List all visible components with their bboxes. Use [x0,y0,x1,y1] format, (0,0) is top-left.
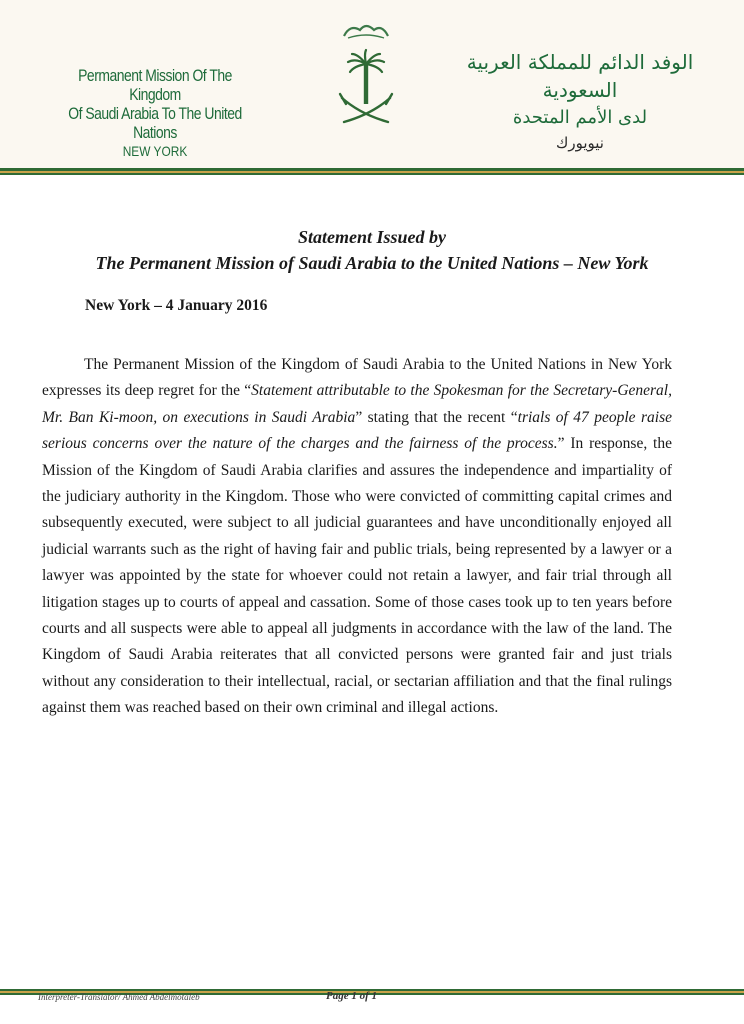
statement-title [0,224,744,276]
translator-credit: Interpreter-Translator/ Ahmed Abdelmotaleb [38,992,200,1002]
statement-body [42,352,672,722]
mission-name-line-1: Permanent Mission Of The Kingdom [78,66,232,104]
mission-name-line-2: Of Saudi Arabia To The United Nations [68,104,242,142]
body-quote-spokesman: Statement attributable to the Spokesman for the Secretary-General, Mr. Ban Ki-moon, on executions in Saudi Arabia [42,382,672,426]
statement-title-line-2: The Permanent Mission of Saudi Arabia to the United Nations – New York [95,253,649,273]
dateline: New York – 4 January 2016 [85,297,268,314]
body-text-segment: The Permanent Mission of the Kingdom of Saudi Arabia to the United Nations in New York expresses its deep regret for the “ [42,356,672,400]
palm-and-swords-emblem-icon [330,14,402,129]
mission-name-arabic [440,48,720,154]
mission-city-arabic: نيويورك [556,134,604,152]
body-text-segment: ” stating that the recent “ [355,408,518,426]
mission-city: NEW YORK [122,143,188,159]
body-quote-trials: trials of 47 people raise serious concerns over the nature of the charges and the fairness of the process. [42,408,672,453]
mission-name-arabic-line-2: لدى الأمم المتحدة [512,107,648,128]
mission-name-english [30,66,280,161]
page-number: Page 1 of 1 [326,990,378,1002]
header-divider-lower [0,173,744,175]
statement-title-line-1: Statement Issued by [297,227,446,247]
mission-name-arabic-line-1: الوفد الدائم للمملكة العربية السعودية [466,50,694,102]
body-text-segment: ” In response, the Mission of the Kingdom of Saudi Arabia clarifies and assures the independence and impartiality of the judiciary authority in the Kingdom. Those who were convicted of committing capital crimes and subsequently executed, were subject to all judicial guarantees and have unconditionally enjoyed all judicial warrants such as the right of having fair and public trials, being represented by a lawyer or a lawyer was appointed by the state for whoever could not retain a lawyer, and fair trial through all litigation stages up to courts of appeal and cassation. Some of those cases took up to ten years before courts and all suspects were able to appeal all judgments in accordance with the law of the land. The Kingdom of Saudi Arabia reiterates that all convicted persons were granted fair and just trials without any consideration to their intellectual, racial, or sectarian affiliation and that the final rulings against them was reached based on their own criminal and illegal actions. [42,435,672,717]
letterhead [0,0,744,170]
